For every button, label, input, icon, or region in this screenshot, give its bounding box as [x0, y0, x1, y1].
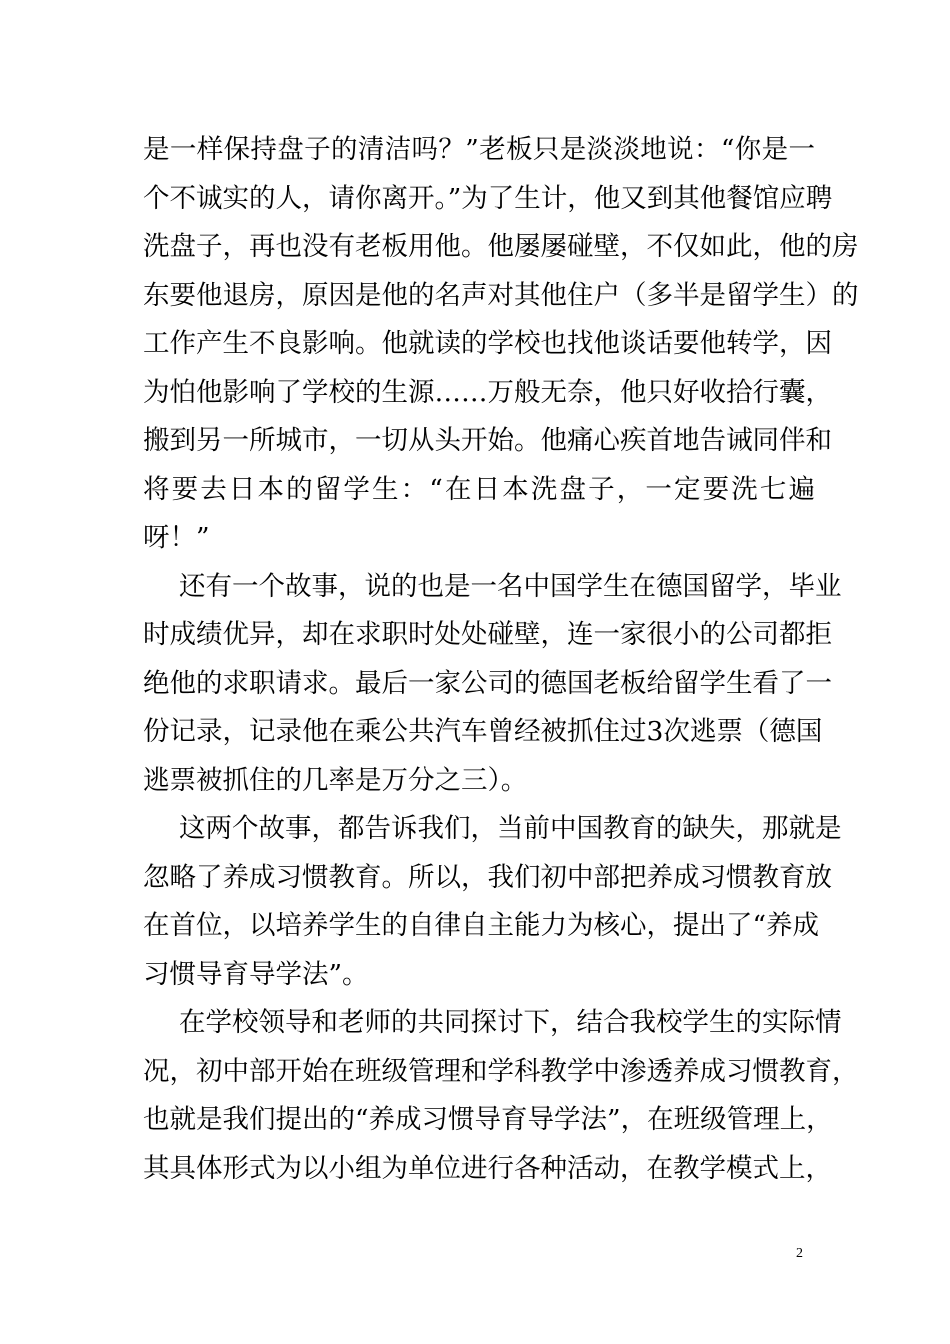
text-line: 习惯导育导学法”。 [143, 958, 369, 990]
text-line: 将要去日本的留学生：“在日本洗盘子，一定要洗七遍 [143, 473, 815, 505]
paragraph-1 [143, 126, 859, 563]
text-line: 份记录，记录他在乘公共汽车曾经被抓住过3次逃票（德国 [143, 716, 823, 747]
text-line: 在学校领导和老师的共同探讨下，结合我校学生的实际情 [179, 1007, 842, 1038]
text-line: 还有一个故事，说的也是一名中国学生在德国留学，毕业 [179, 570, 842, 602]
text-line: 况，初中部开始在班级管理和学科教学中渗透养成习惯教育， [143, 1055, 859, 1087]
paragraph-4 [143, 999, 859, 1193]
text-line: 这两个故事，都告诉我们，当前中国教育的缺失，那就是 [179, 813, 842, 844]
text-line: 搬到另一所城市，一切从头开始。他痛心疾首地告诫同伴和 [143, 425, 832, 456]
text-line: 洗盘子，再也没有老板用他。他屡屡碰壁，不仅如此，他的房 [143, 231, 859, 262]
text-line: 东要他退房，原因是他的名声对其他住户（多半是留学生）的 [143, 279, 859, 311]
text-line: 工作产生不良影响。他就读的学校也找他谈话要他转学，因 [143, 328, 832, 359]
text-line: 逃票被抓住的几率是万分之三）。 [143, 764, 528, 796]
paragraph-3 [143, 805, 842, 999]
text-line: 忽略了养成习惯教育。所以，我们初中部把养成习惯教育放 [143, 861, 832, 893]
text-line: 在首位，以培养学生的自律自主能力为核心，提出了“养成 [143, 910, 820, 941]
body-text [143, 126, 859, 1193]
text-line: 为怕他影响了学校的生源……万般无奈，他只好收拾行囊， [143, 376, 832, 408]
page-number: 2 [796, 1246, 803, 1261]
text-line: 其具体形式为以小组为单位进行各种活动，在教学模式上， [143, 1152, 832, 1184]
text-line: 个不诚实的人，请你离开。”为了生计，他又到其他餐馆应聘 [143, 182, 833, 214]
text-line: 时成绩优异，却在求职时处处碰壁，连一家很小的公司都拒 [143, 619, 832, 650]
paragraph-2 [143, 563, 842, 806]
text-line: 呀！” [143, 522, 210, 553]
text-line: 也就是我们提出的“养成习惯导育导学法”，在班级管理上， [143, 1104, 833, 1135]
text-line: 绝他的求职请求。最后一家公司的德国老板给留学生看了一 [143, 667, 832, 699]
text-line: 是一样保持盘子的清洁吗？”老板只是淡淡地说：“你是一 [143, 134, 815, 165]
